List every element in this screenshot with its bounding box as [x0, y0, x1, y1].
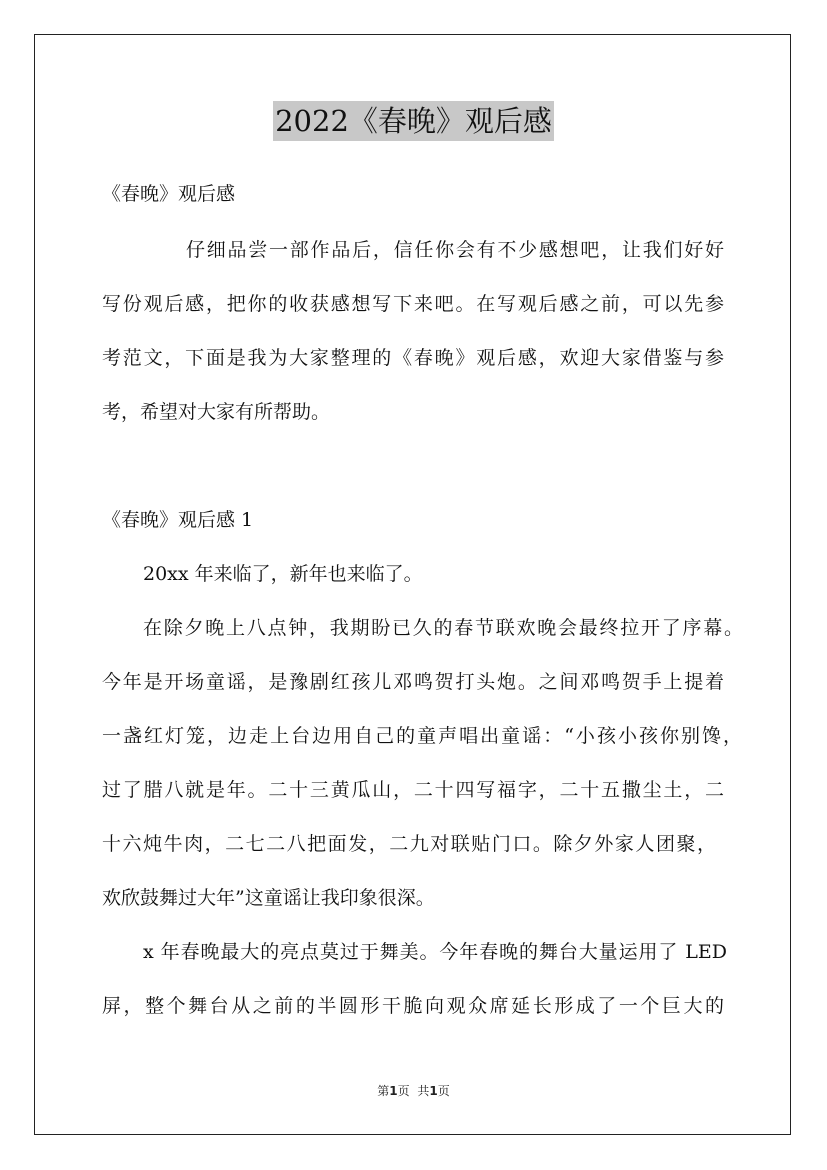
- document-title: 2022《春晚》观后感: [273, 101, 554, 141]
- footer-total-prefix: 共: [417, 1084, 430, 1098]
- paragraph-2-line-5: 十六炖牛肉，二七二八把面发，二九对联贴门口。除夕外家人团聚，: [102, 833, 716, 855]
- paragraph-2-line-2: 今年是开场童谣，是豫剧红孩儿邓鸣贺打头炮。之间邓鸣贺手上提着: [102, 671, 724, 693]
- intro-line-3: 考范文，下面是我为大家整理的《春晚》观后感，欢迎大家借鉴与参: [102, 347, 724, 369]
- footer-page-number: 1: [389, 1084, 398, 1098]
- subtitle: 《春晚》观后感: [102, 183, 236, 205]
- footer-total-suffix: 页: [437, 1084, 450, 1098]
- footer-page-suffix: 页: [397, 1084, 410, 1098]
- intro-line-4: 考，希望对大家有所帮助。: [102, 401, 331, 423]
- title-wrap: [0, 101, 827, 141]
- paragraph-2-line-4: 过了腊八就是年。二十三黄瓜山，二十四写福字，二十五撒尘土，二: [102, 779, 724, 801]
- footer-page-prefix: 第: [377, 1084, 390, 1098]
- footer-total-number: 1: [429, 1084, 438, 1098]
- paragraph-2-line-6: 欢欣鼓舞过大年”这童谣让我印象很深。: [102, 887, 435, 909]
- paragraph-2-line-1: 在除夕晚上八点钟，我期盼已久的春节联欢晚会最终拉开了序幕。: [143, 617, 743, 639]
- intro-line-1: 仔细品尝一部作品后，信任你会有不少感想吧，让我们好好: [186, 239, 724, 261]
- intro-line-2: 写份观后感，把你的收获感想写下来吧。在写观后感之前，可以先参: [102, 293, 724, 315]
- paragraph-1: 20xx 年来临了，新年也来临了。: [143, 563, 423, 585]
- section-heading: 《春晚》观后感 1: [102, 509, 254, 531]
- paragraph-3-line-1: x 年春晚最大的亮点莫过于舞美。今年春晚的舞台大量运用了 LED: [143, 941, 727, 963]
- paragraph-2-line-3: 一盏红灯笼，边走上台边用自己的童声唱出童谣：“小孩小孩你别馋，: [102, 725, 742, 747]
- paragraph-3-line-2: 屏，整个舞台从之前的半圆形干脆向观众席延长形成了一个巨大的: [102, 995, 724, 1017]
- page-footer: [0, 1083, 827, 1099]
